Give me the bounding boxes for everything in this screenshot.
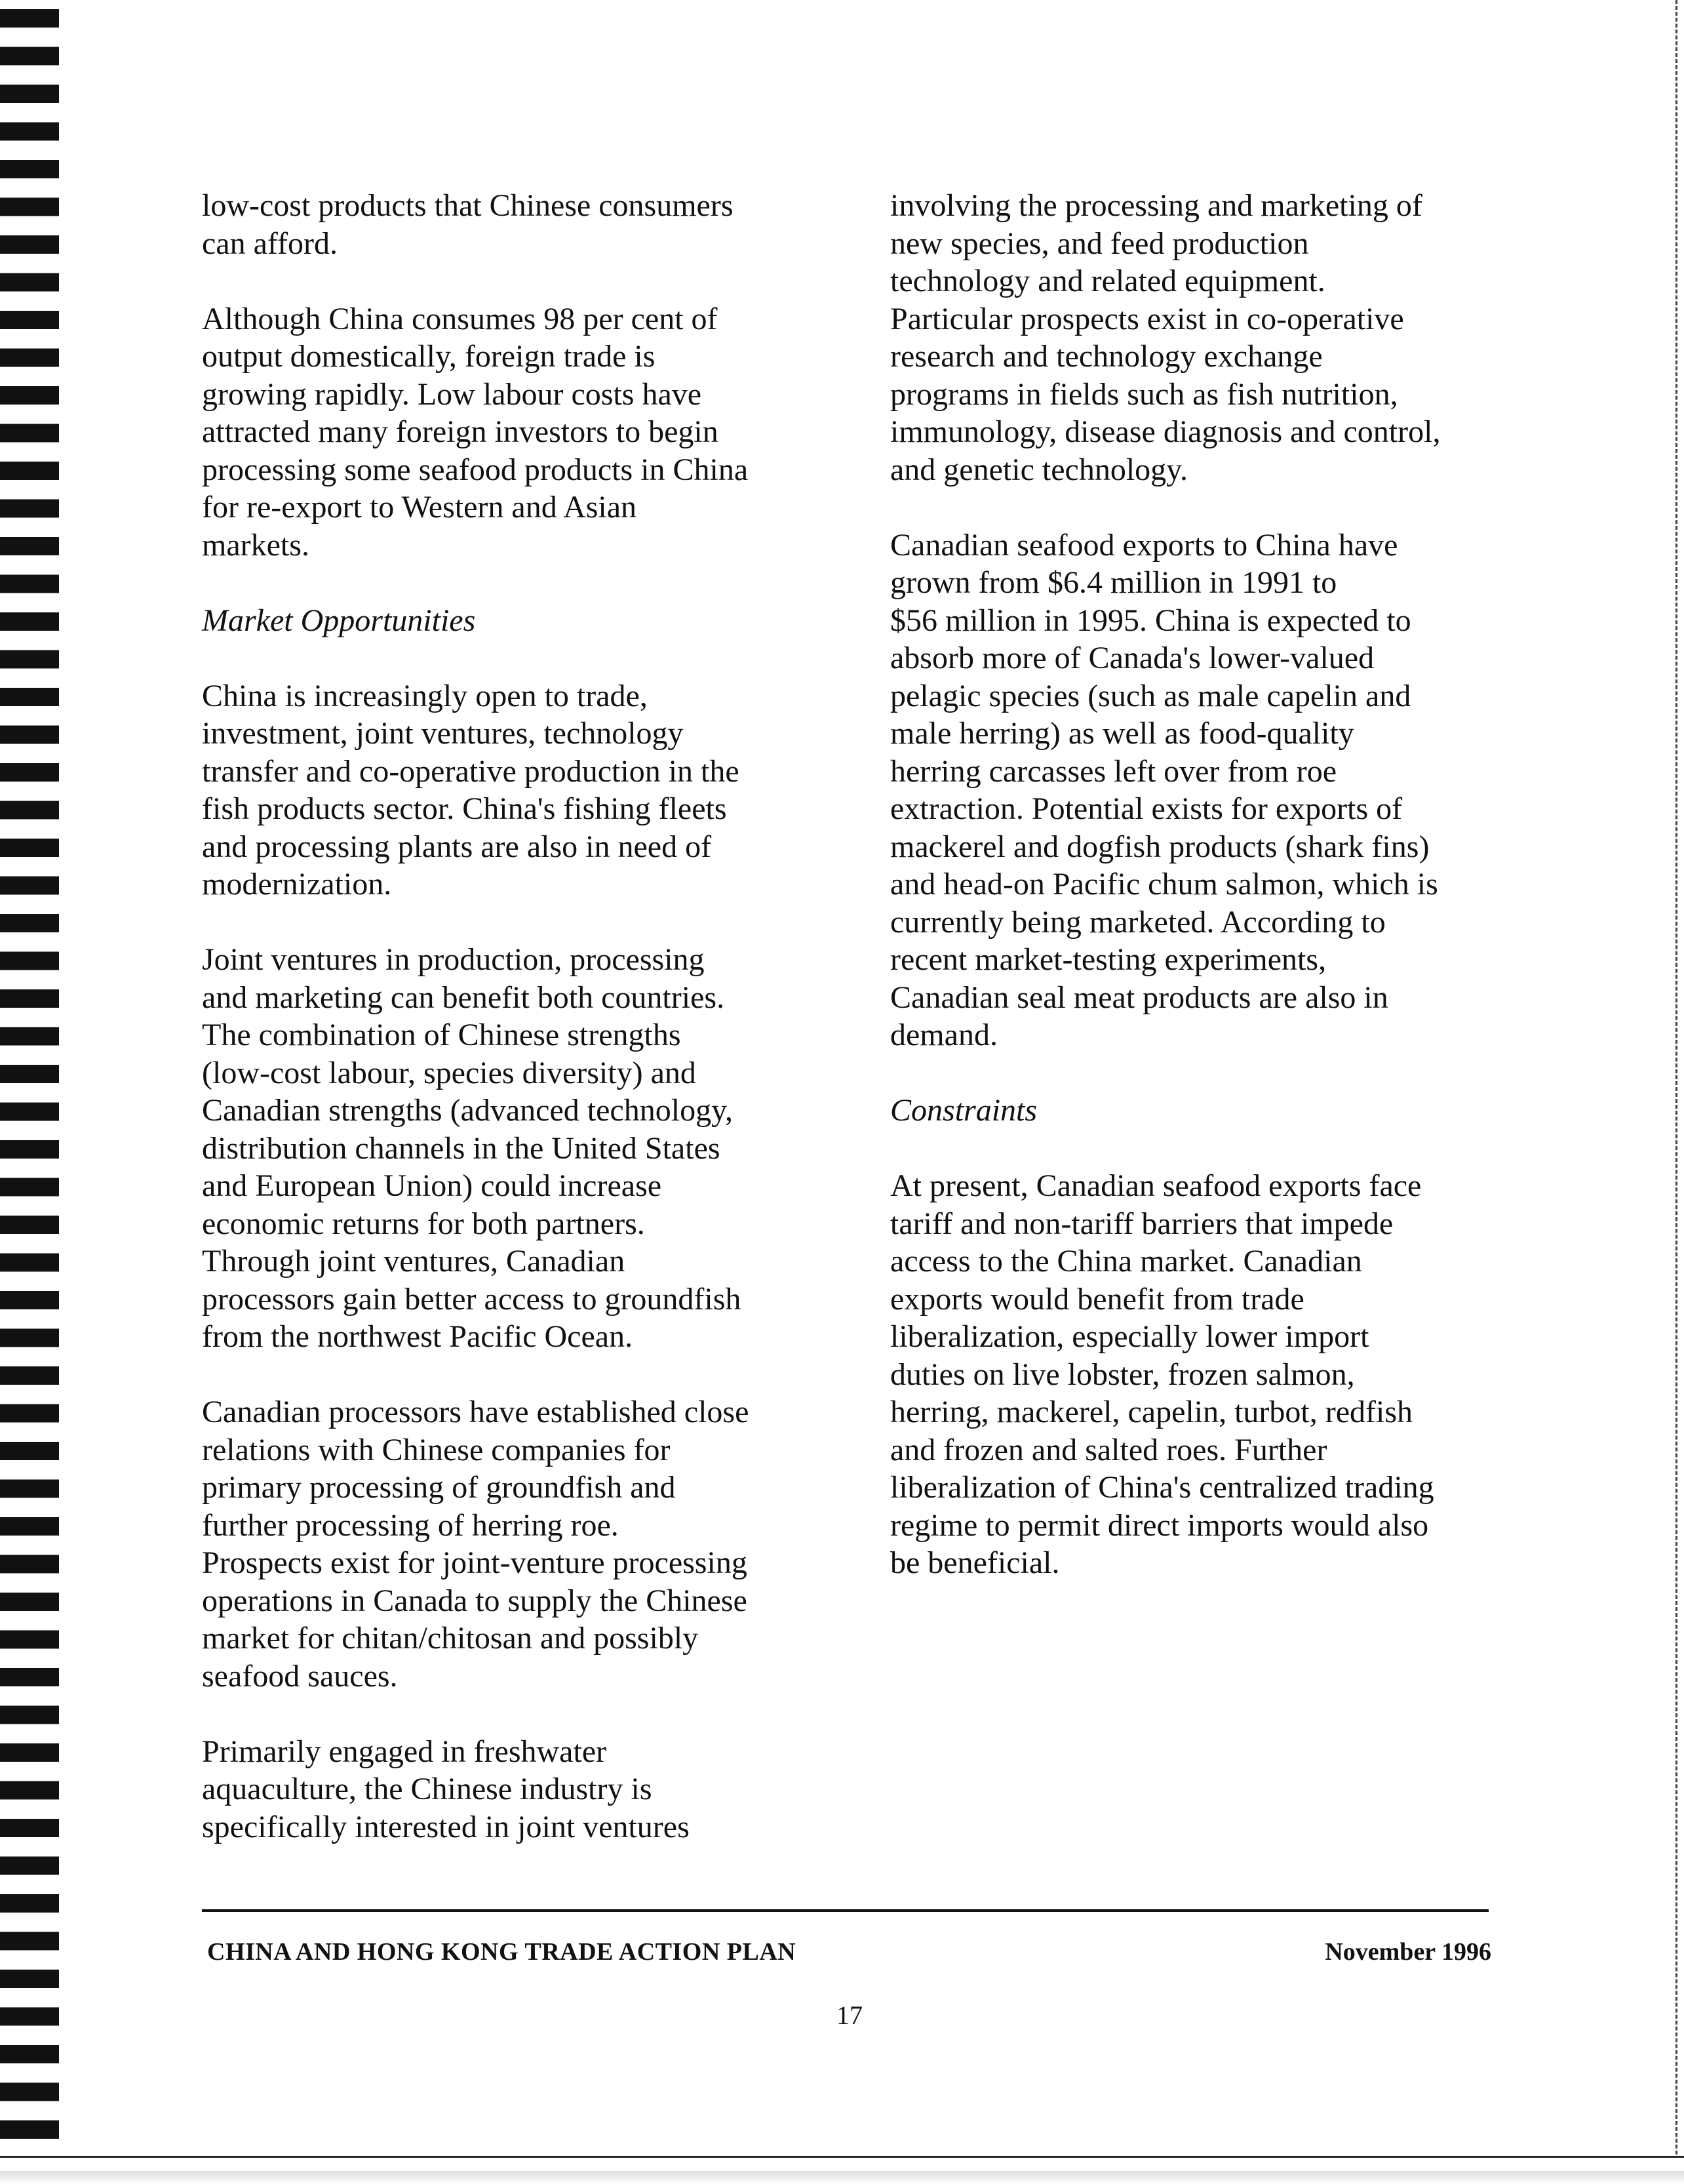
right-column bbox=[890, 187, 1506, 1619]
right-paragraph-3: At present, Canadian seafood exports face tariff and non-tariff barriers that impede access to the China market. Canadian exports would benefit from trade liberalization, especially lower import duties on live lobster, frozen salmon, herring, mackerel, capelin, turbot, redfish and frozen and salted roes. Further liberalization of China's centralized trading regime to permit direct imports would also be beneficial. bbox=[890, 1168, 1434, 1580]
section-heading-market-opportunities: Market Opportunities bbox=[202, 603, 476, 638]
left-paragraph-5: Canadian processors have established close relations with Chinese companies for primary processing of groundfish and further processing of herring roe. Prospects exist for joint-venture processing operations in Canada to supply the Chinese market for chitan/chitosan and possibly seafood sauces. bbox=[202, 1395, 749, 1694]
left-paragraph-4: Joint ventures in production, processing and marketing can benefit both countries. The combination of Chinese strengths (low-cost labour, species diversity) and Canadian strengths (advanced technology, distribution channels in the United States and European Union) could increase economic returns for both partners. Through joint ventures, Canadian processors gain better access to groundfish from the northwest Pacific Ocean. bbox=[202, 942, 741, 1354]
page-right-edge bbox=[1675, 0, 1684, 2184]
page-bottom-edge bbox=[0, 2156, 1684, 2184]
footer-date: November 1996 bbox=[1325, 1938, 1491, 1966]
right-paragraph-2: Canadian seafood exports to China have grown from $6.4 million in 1991 to $56 million in 1995. China is expected to absorb more of Canada's lower-valued pelagic species (such as male capelin and male herring) as well as food-quality herring carcasses left over from roe extraction. Potential exists for exports of mackerel and dogfish products (shark fins) and head-on Pacific chum salmon, which is currently being marketed. According to recent market-testing experiments, Canadian seal meat products are also in demand. bbox=[890, 527, 1438, 1052]
right-paragraph-1: involving the processing and marketing of new species, and feed production technology and related equipment. Particular prospects exist in co-operative research and technology exchange programs in fields such as fish nutrition, immunology, disease diagnosis and control, and genetic technology. bbox=[890, 188, 1441, 487]
left-paragraph-1: low-cost products that Chinese consumers can afford. bbox=[202, 188, 734, 261]
left-column bbox=[202, 187, 818, 1884]
footer-title: CHINA AND HONG KONG TRADE ACTION PLAN bbox=[207, 1938, 796, 1966]
spiral-binding bbox=[0, 0, 59, 2184]
left-paragraph-2: Although China consumes 98 per cent of output domestically, foreign trade is growing rapidly. Low labour costs have attracted many foreign investors to begin processing some seafood products in China for re-export to Western and Asian markets. bbox=[202, 301, 749, 563]
left-paragraph-6: Primarily engaged in freshwater aquaculture, the Chinese industry is specifically interested in joint ventures bbox=[202, 1734, 690, 1844]
footer-rule bbox=[202, 1909, 1489, 1912]
page-number: 17 bbox=[836, 2000, 863, 2030]
left-paragraph-3: China is increasingly open to trade, investment, joint ventures, technology transfer and co-operative production in the fish products sector. China's fishing fleets and processing plants are also in need of modernization. bbox=[202, 678, 739, 902]
section-heading-constraints: Constraints bbox=[890, 1093, 1038, 1128]
